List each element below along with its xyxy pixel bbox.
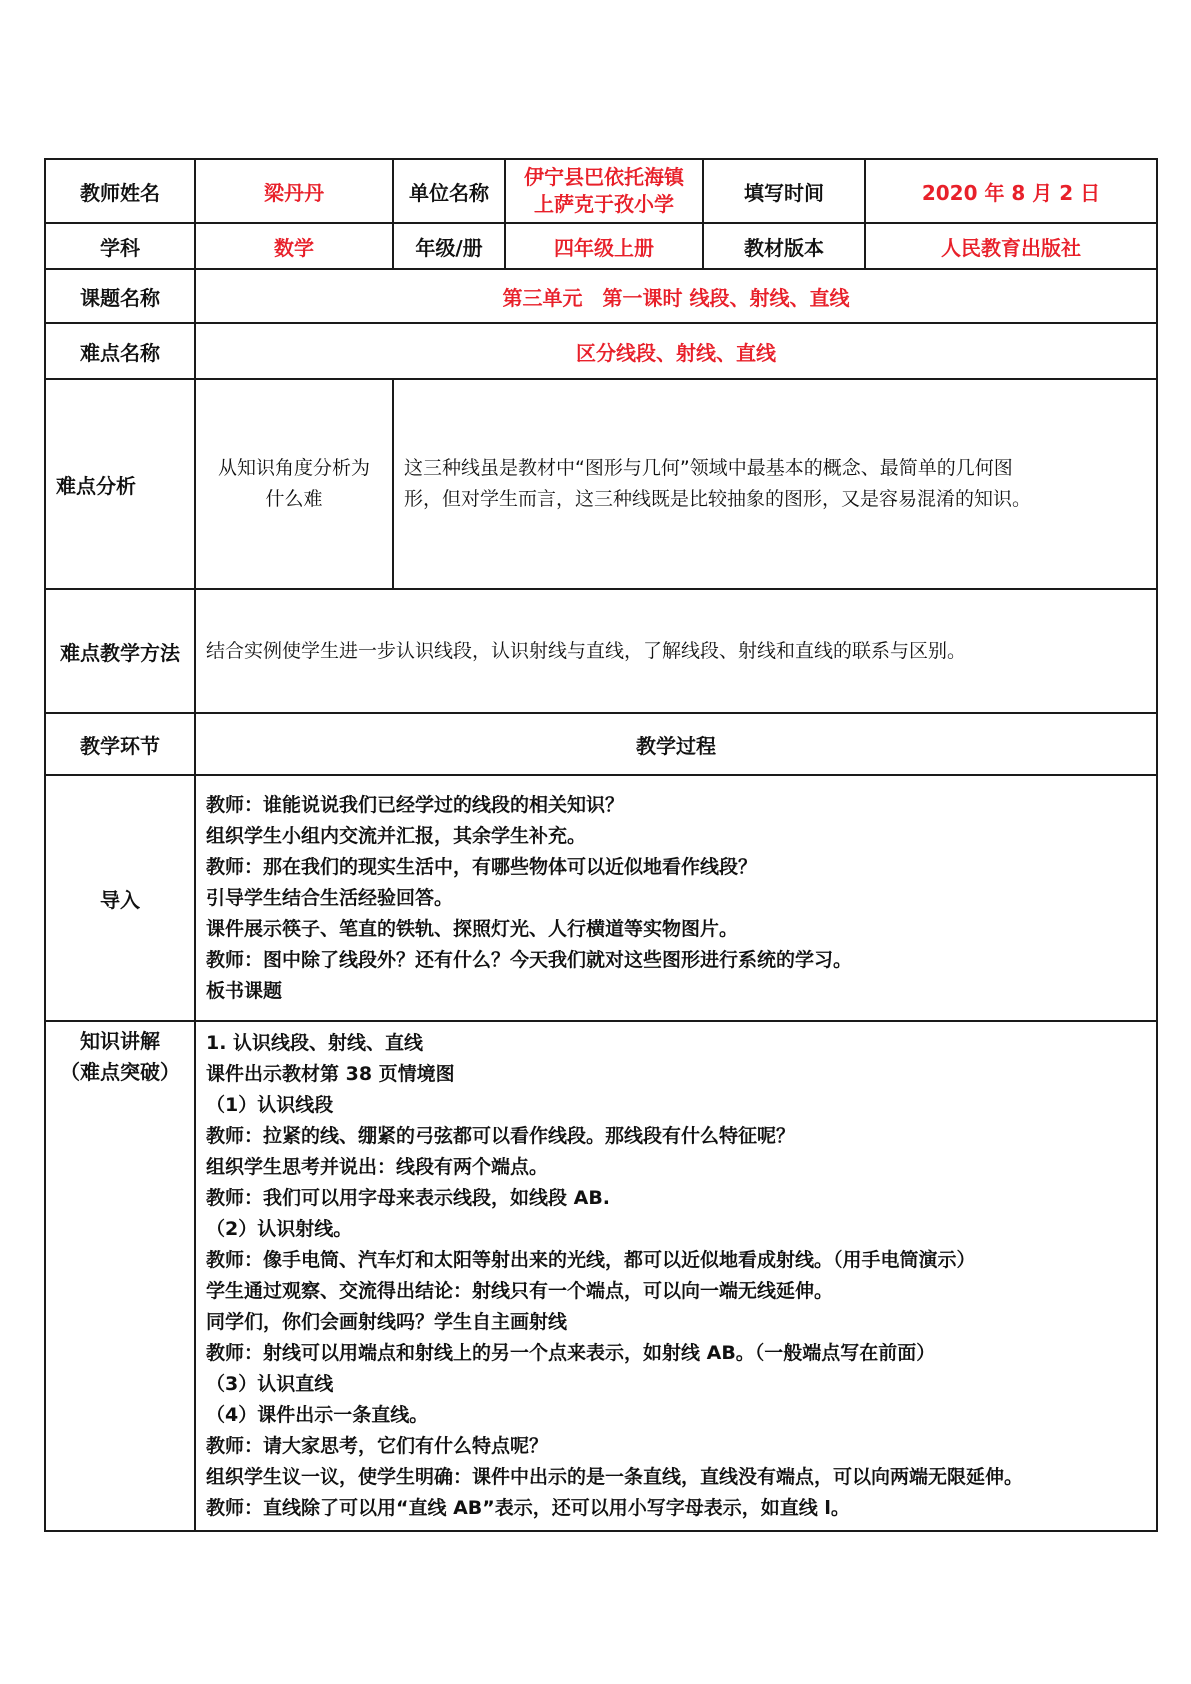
knowledge-line: 课件出示教材第 38 页情境图	[206, 1063, 455, 1085]
knowledge-line: （2）认识射线。	[206, 1218, 353, 1240]
process-label: 教学过程	[195, 713, 1157, 775]
intro-line: 课件展示筷子、笔直的铁轨、探照灯光、人行横道等实物图片。	[206, 917, 739, 940]
intro-line: 引导学生结合生活经验回答。	[206, 886, 454, 909]
method-label: 难点教学方法	[45, 589, 195, 713]
date-label: 填写时间	[703, 159, 865, 223]
knowledge-label-line1: 知识讲解	[80, 1029, 160, 1053]
unit-label: 单位名称	[393, 159, 505, 223]
method-text	[195, 589, 1157, 713]
analysis-label: 难点分析	[45, 379, 195, 589]
knowledge-line: 同学们，你们会画射线吗？学生自主画射线	[206, 1311, 568, 1333]
topic-label: 课题名称	[45, 269, 195, 323]
analysis-row	[45, 379, 1157, 589]
knowledge-label	[45, 1021, 195, 1531]
knowledge-line: （3）认识直线	[206, 1373, 334, 1395]
unit-value	[505, 159, 703, 223]
grade-label: 年级/册	[393, 223, 505, 269]
edition-label: 教材版本	[703, 223, 865, 269]
analysis-text-line2: 形，但对学生而言，这三种线既是比较抽象的图形，又是容易混淆的知识。	[404, 488, 1032, 510]
teacher-label: 教师姓名	[45, 159, 195, 223]
knowledge-line: 组织学生思考并说出：线段有两个端点。	[206, 1156, 549, 1178]
date-value: 2020 年 8 月 2 日	[865, 159, 1157, 223]
analysis-sublabel-line2: 什么难	[265, 488, 323, 510]
intro-line: 教师：那在我们的现实生活中，有哪些物体可以近似地看作线段？	[206, 855, 758, 878]
intro-label: 导入	[45, 775, 195, 1021]
knowledge-label-line2: （难点突破）	[60, 1060, 180, 1084]
knowledge-line: 组织学生议一议，使学生明确：课件中出示的是一条直线，直线没有端点，可以向两端无限延伸。	[206, 1466, 1024, 1488]
difficulty-label: 难点名称	[45, 323, 195, 379]
header-row-2	[45, 223, 1157, 269]
knowledge-row	[45, 1021, 1157, 1531]
teacher-value: 梁丹丹	[195, 159, 393, 223]
edition-value: 人民教育出版社	[865, 223, 1157, 269]
difficulty-row	[45, 323, 1157, 379]
stage-label: 教学环节	[45, 713, 195, 775]
subject-label: 学科	[45, 223, 195, 269]
intro-line: 教师：图中除了线段外？还有什么？今天我们就对这些图形进行系统的学习。	[206, 948, 853, 971]
knowledge-line: （4）课件出示一条直线。	[206, 1404, 429, 1426]
intro-line: 教师：谁能说说我们已经学过的线段的相关知识？	[206, 793, 625, 816]
knowledge-line: （1）认识线段	[206, 1094, 334, 1116]
difficulty-value: 区分线段、射线、直线	[195, 323, 1157, 379]
intro-line: 板书课题	[206, 979, 283, 1002]
unit-value-line1: 伊宁县巴依托海镇	[524, 165, 684, 189]
knowledge-line: 1. 认识线段、射线、直线	[206, 1032, 424, 1054]
unit-value-line2: 上萨克于孜小学	[534, 192, 674, 216]
topic-value: 第三单元 第一课时 线段、射线、直线	[195, 269, 1157, 323]
method-text-line: 结合实例使学生进一步认识线段，认识射线与直线，了解线段、射线和直线的联系与区别。	[206, 639, 967, 662]
subject-value: 数学	[195, 223, 393, 269]
topic-row	[45, 269, 1157, 323]
intro-row	[45, 775, 1157, 1021]
intro-line: 组织学生小组内交流并汇报，其余学生补充。	[206, 824, 587, 847]
knowledge-line: 教师：像手电筒、汽车灯和太阳等射出来的光线，都可以近似地看成射线。（用手电筒演示）	[206, 1249, 976, 1271]
analysis-text-line1: 这三种线虽是教材中“图形与几何”领域中最基本的概念、最简单的几何图	[404, 457, 1013, 479]
method-row	[45, 589, 1157, 713]
intro-content	[195, 775, 1157, 1021]
grade-value: 四年级上册	[505, 223, 703, 269]
knowledge-line: 教师：我们可以用字母来表示线段，如线段 AB.	[206, 1187, 611, 1209]
knowledge-line: 教师：射线可以用端点和射线上的另一个点来表示，如射线 AB。（一般端点写在前面）	[206, 1342, 936, 1364]
analysis-sublabel-line1: 从知识角度分析为	[217, 457, 370, 479]
header-row-1	[45, 159, 1157, 223]
analysis-sublabel	[195, 379, 393, 589]
knowledge-line: 教师：拉紧的线、绷紧的弓弦都可以看作线段。那线段有什么特征呢？	[206, 1125, 796, 1147]
analysis-text	[393, 379, 1157, 589]
lesson-plan-table	[44, 158, 1158, 1532]
knowledge-line: 教师：直线除了可以用“直线 AB”表示，还可以用小写字母表示，如直线 l。	[206, 1497, 850, 1519]
knowledge-line: 教师：请大家思考，它们有什么特点呢？	[206, 1435, 549, 1457]
knowledge-content	[195, 1021, 1157, 1531]
process-header-row	[45, 713, 1157, 775]
knowledge-line: 学生通过观察、交流得出结论：射线只有一个端点，可以向一端无线延伸。	[206, 1280, 834, 1302]
